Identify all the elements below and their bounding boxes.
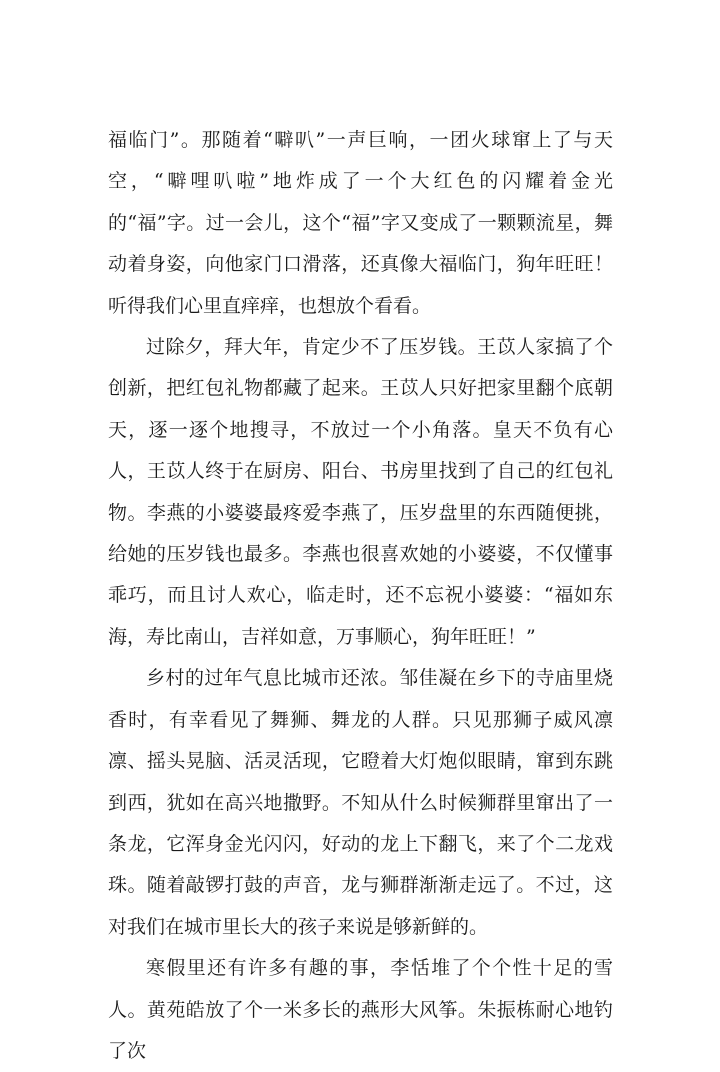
paragraph-winter-break: 寒假里还有许多有趣的事，李恬堆了个个性十足的雪人。黄苑皓放了个一米多长的燕形大风筝。朱振栋耐心地钓了次 — [108, 957, 613, 1062]
paragraph-lion-dance: 乡村的过年气息比城市还浓。邹佳凝在乡下的寺庙里烧香时，有幸看见了舞狮、舞龙的人群。只见那狮子威风凛凛、摇头晃脑、活灵活现，它瞪着大灯炮似眼睛，窜到东跳到西，犹如在高兴地撒野。不知从什么时候狮群里窜出了一条龙，它浑身金光闪闪，好动的龙上下翻飞，来了个二龙戏珠。随着敲锣打鼓的声音，龙与狮群渐渐走远了。不过，这对我们在城市里长大的孩子来说是够新鲜的。 — [108, 667, 613, 938]
paragraph-fireworks: 福临门”。那随着“噼叭”一声巨响，一团火球窜上了与天空，“噼哩叭啦”地炸成了一个大红色的闪耀着金光的“福”字。过一会儿，这个“福”字又变成了一颗颗流星，舞动着身姿，向他家门口滑落，还真像大福临门，狗年旺旺！听得我们心里直痒痒，也想放个看看。 — [108, 129, 613, 317]
paragraph-red-envelopes: 过除夕，拜大年，肯定少不了压岁钱。王苡人家搞了个创新，把红包礼物都藏了起来。王苡人只好把家里翻个底朝天，逐一逐个地搜寻，不放过一个小角落。皇天不负有心人，王苡人终于在厨房、阳台、书房里找到了自己的红包礼物。李燕的小婆婆最疼爱李燕了，压岁盘里的东西随便挑，给她的压岁钱也最多。李燕也很喜欢她的小婆婆，不仅懂事乖巧，而且讨人欢心，临走时，还不忘祝小婆婆：“福如东海，寿比南山，吉祥如意，万事顺心，狗年旺旺！” — [108, 336, 613, 648]
document-page — [108, 120, 613, 1072]
